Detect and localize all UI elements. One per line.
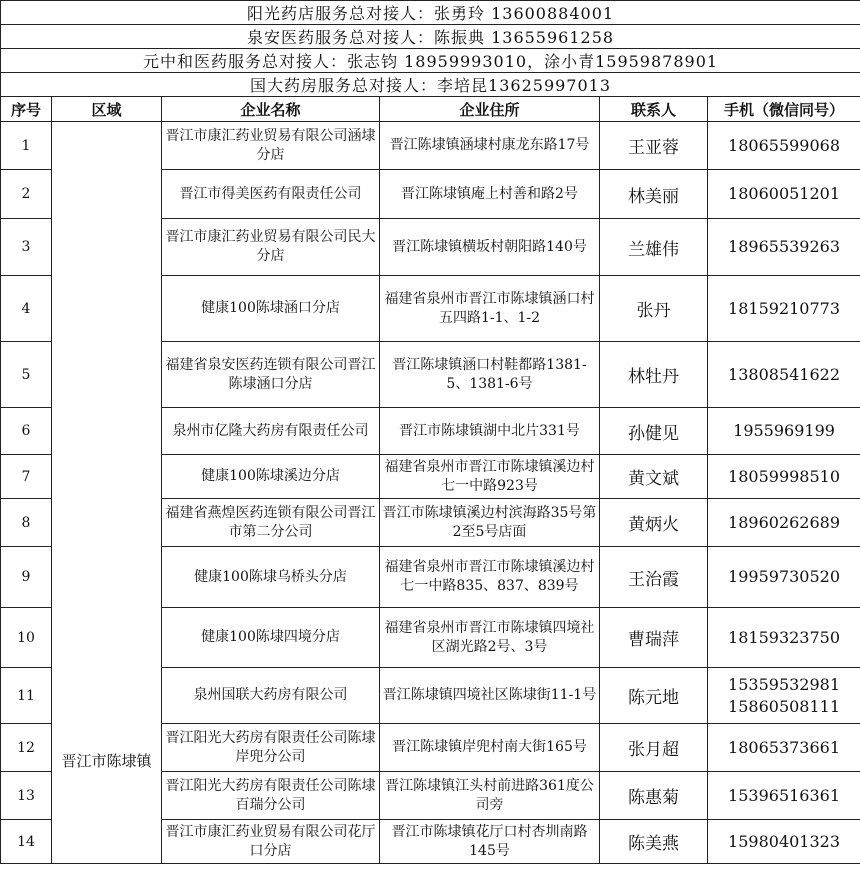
header-contact-yangguang: 阳光药店服务总对接人：张勇玲 13600884001: [1, 1, 860, 25]
company-address: 晋江陈埭镇江头村前进路361度公司旁: [380, 772, 600, 820]
row-seq: 14: [1, 820, 52, 864]
company-name: 福建省燕煌医药连锁有限公司晋江市第二分公司: [162, 499, 380, 547]
company-name: 晋江市得美医药有限责任公司: [162, 170, 380, 219]
company-name: 健康100陈埭涵口分店: [162, 276, 380, 342]
contact-phone: 18059998510: [708, 455, 860, 499]
company-address: 晋江陈埭镇四境社区陈埭街11-1号: [380, 668, 600, 724]
header-contact-row: [1, 73, 860, 97]
contact-phone: 13808541622: [708, 342, 860, 408]
contact-person: 张月超: [600, 724, 708, 772]
company-address: 晋江市陈埭镇湖中北片331号: [380, 408, 600, 455]
contact-person: 黄文斌: [600, 455, 708, 499]
company-address: 晋江陈埭镇庵上村善和路2号: [380, 170, 600, 219]
contact-phone: 18159210773: [708, 276, 860, 342]
company-address: 福建省泉州市晋江市陈埭镇四境社区湖光路2号、3号: [380, 608, 600, 668]
company-name: 泉州国联大药房有限公司: [162, 668, 380, 724]
company-name: 晋江市康汇药业贸易有限公司花厅口分店: [162, 820, 380, 864]
contact-phone: 18065373661: [708, 724, 860, 772]
company-address: 晋江陈埭镇横坂村朝阳路140号: [380, 219, 600, 276]
contact-person: 孙健见: [600, 408, 708, 455]
company-address: 福建省泉州市晋江市陈埭镇涵口村五四路1-1、1-2: [380, 276, 600, 342]
row-seq: 9: [1, 547, 52, 608]
column-header-address: 企业住所: [380, 97, 600, 122]
company-name: 健康100陈埭乌桥头分店: [162, 547, 380, 608]
header-contact-yuanzhonghe: 元中和医药服务总对接人：张志钧 18959993010，涂小青15959878901: [1, 49, 860, 73]
region-cell: 晋江市陈埭镇: [52, 122, 162, 864]
row-seq: 10: [1, 608, 52, 668]
contact-phone: 18965539263: [708, 219, 860, 276]
row-seq: 6: [1, 408, 52, 455]
company-address: 福建省泉州市晋江市陈埭镇溪边村七一中路835、837、839号: [380, 547, 600, 608]
contact-person: 张丹: [600, 276, 708, 342]
contact-phone: 19959730520: [708, 547, 860, 608]
column-header-row: [1, 97, 860, 122]
company-name: 晋江阳光大药房有限责任公司陈埭岸兜分公司: [162, 724, 380, 772]
company-address: 晋江市陈埭镇花厅口村杏圳南路145号: [380, 820, 600, 864]
contact-person: 黄炳火: [600, 499, 708, 547]
table-row: [1, 122, 860, 170]
company-address: 福建省泉州市晋江市陈埭镇溪边村七一中路923号: [380, 455, 600, 499]
contact-phone: 18159323750: [708, 608, 860, 668]
contact-phone: 18960262689: [708, 499, 860, 547]
row-seq: 7: [1, 455, 52, 499]
contact-phone: 15396516361: [708, 772, 860, 820]
company-name: 晋江阳光大药房有限责任公司陈埭百瑞分公司: [162, 772, 380, 820]
column-header-contact: 联系人: [600, 97, 708, 122]
company-name: 健康100陈埭四境分店: [162, 608, 380, 668]
contact-person: 兰雄伟: [600, 219, 708, 276]
contact-person: 林牡丹: [600, 342, 708, 408]
row-seq: 3: [1, 219, 52, 276]
row-seq: 13: [1, 772, 52, 820]
contact-phone: 18065599068: [708, 122, 860, 170]
contact-phone: 15359532981: [728, 674, 841, 694]
row-seq: 12: [1, 724, 52, 772]
contact-phone: 15980401323: [708, 820, 860, 864]
company-address: 晋江陈埭镇涵口村鞋都路1381-5、1381-6号: [380, 342, 600, 408]
contact-person: 王亚蓉: [600, 122, 708, 170]
contact-person: 王治霞: [600, 547, 708, 608]
row-seq: 2: [1, 170, 52, 219]
contact-phone-cell: [708, 668, 860, 724]
row-seq: 1: [1, 122, 52, 170]
row-seq: 5: [1, 342, 52, 408]
company-address: 晋江陈埭镇岸兜村南大街165号: [380, 724, 600, 772]
header-contact-guoda: 国大药房服务总对接人：李培昆13625997013: [1, 73, 860, 97]
company-name: 福建省泉安医药连锁有限公司晋江陈埭涵口分店: [162, 342, 380, 408]
company-name: 晋江市康汇药业贸易有限公司民大分店: [162, 219, 380, 276]
contact-phone: 1955969199: [708, 408, 860, 455]
company-name: 健康100陈埭溪边分店: [162, 455, 380, 499]
header-contact-quanan: 泉安医药服务总对接人：陈振典 13655961258: [1, 25, 860, 49]
row-seq: 4: [1, 276, 52, 342]
contact-person: 陈元地: [600, 668, 708, 724]
column-header-region: 区域: [52, 97, 162, 122]
company-address: 晋江陈埭镇涵埭村康龙东路17号: [380, 122, 600, 170]
header-contact-row: [1, 49, 860, 73]
header-contact-row: [1, 1, 860, 25]
company-name: 晋江市康汇药业贸易有限公司涵埭分店: [162, 122, 380, 170]
row-seq: 11: [1, 668, 52, 724]
row-seq: 8: [1, 499, 52, 547]
contact-person: 陈美燕: [600, 820, 708, 864]
column-header-company: 企业名称: [162, 97, 380, 122]
contact-person: 林美丽: [600, 170, 708, 219]
company-name: 泉州市亿隆大药房有限责任公司: [162, 408, 380, 455]
contact-phone-secondary: 15860508111: [728, 696, 841, 716]
company-address: 晋江市陈埭镇溪边村滨海路35号第2至5号店面: [380, 499, 600, 547]
column-header-seq: 序号: [1, 97, 52, 122]
column-header-phone: 手机（微信同号）: [708, 97, 860, 122]
header-contact-row: [1, 25, 860, 49]
contact-person: 曹瑞萍: [600, 608, 708, 668]
contact-person: 陈惠菊: [600, 772, 708, 820]
contact-phone: 18060051201: [708, 170, 860, 219]
